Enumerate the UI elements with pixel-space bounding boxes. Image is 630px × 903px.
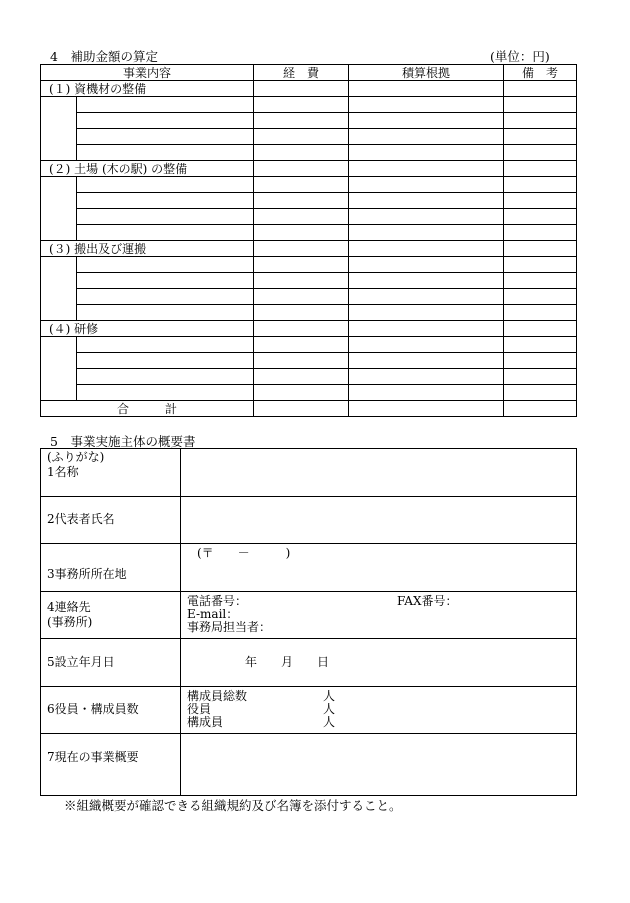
basis-cell[interactable] — [349, 337, 504, 353]
representative-field[interactable] — [181, 496, 577, 544]
expense-cell[interactable] — [254, 129, 349, 145]
basis-cell[interactable] — [349, 273, 504, 289]
members-field[interactable] — [181, 686, 577, 734]
table-row — [41, 337, 577, 353]
basis-cell[interactable] — [349, 321, 504, 337]
members-general-label: 構成員 — [187, 715, 224, 730]
section4-title: 4 補助金額の算定 — [50, 49, 158, 64]
total-remarks-cell[interactable] — [504, 401, 577, 417]
basis-cell[interactable] — [349, 305, 504, 321]
representative-label: 2代表者氏名 — [41, 496, 181, 544]
basis-cell[interactable] — [349, 225, 504, 241]
indent-cell — [41, 337, 77, 401]
header-expense: 経 費 — [254, 65, 349, 81]
remarks-cell[interactable] — [504, 81, 577, 97]
item-cell[interactable] — [77, 289, 254, 305]
row-established — [41, 639, 577, 687]
table-row — [41, 177, 577, 193]
table-row — [41, 145, 577, 161]
expense-cell[interactable] — [254, 225, 349, 241]
address-label: 3事務所所在地 — [41, 544, 181, 592]
remarks-cell[interactable] — [504, 337, 577, 353]
contact-sublabel: (事務所) — [47, 614, 93, 629]
item-cell[interactable] — [77, 97, 254, 113]
members-officer-label: 役員 — [187, 702, 212, 717]
row-representative — [41, 496, 577, 544]
basis-cell[interactable] — [349, 353, 504, 369]
business-label: 7現在の事業概要 — [41, 734, 181, 796]
expense-cell[interactable] — [254, 97, 349, 113]
contact-label: 4連絡先 — [47, 599, 91, 614]
furigana-label: (ふりがな) — [47, 450, 105, 464]
table-row — [41, 161, 577, 177]
table-row — [41, 81, 577, 97]
remarks-cell[interactable] — [504, 305, 577, 321]
expense-cell[interactable] — [254, 385, 349, 401]
remarks-cell[interactable] — [504, 113, 577, 129]
item-cell[interactable] — [77, 369, 254, 385]
remarks-cell[interactable] — [504, 225, 577, 241]
contact-field[interactable] — [181, 591, 577, 639]
remarks-cell[interactable] — [504, 241, 577, 257]
item-cell[interactable] — [77, 145, 254, 161]
basis-cell[interactable] — [349, 129, 504, 145]
total-basis-cell[interactable] — [349, 401, 504, 417]
table-row — [41, 353, 577, 369]
expense-cell[interactable] — [254, 273, 349, 289]
name-label-cell — [41, 449, 181, 497]
basis-cell[interactable] — [349, 241, 504, 257]
row-members — [41, 686, 577, 734]
expense-cell[interactable] — [254, 369, 349, 385]
item-cell[interactable] — [77, 209, 254, 225]
remarks-cell[interactable] — [504, 257, 577, 273]
row-address — [41, 544, 577, 592]
item-cell[interactable] — [77, 273, 254, 289]
item-cell[interactable] — [77, 129, 254, 145]
table-row — [41, 113, 577, 129]
members-total-line — [187, 690, 576, 703]
remarks-cell[interactable] — [504, 145, 577, 161]
name-field[interactable] — [181, 449, 577, 497]
basis-cell[interactable] — [349, 177, 504, 193]
expense-cell[interactable] — [254, 177, 349, 193]
expense-cell[interactable] — [254, 193, 349, 209]
address-field[interactable] — [181, 544, 577, 592]
fax-label: FAX番号： — [397, 594, 458, 609]
expense-cell[interactable] — [254, 145, 349, 161]
expense-cell[interactable] — [254, 113, 349, 129]
header-remarks: 備 考 — [504, 65, 577, 81]
basis-cell[interactable] — [349, 289, 504, 305]
expense-cell[interactable] — [254, 81, 349, 97]
members-officer-line — [187, 703, 576, 716]
remarks-cell[interactable] — [504, 177, 577, 193]
item-cell[interactable] — [77, 385, 254, 401]
expense-cell[interactable] — [254, 257, 349, 273]
members-officer-unit: 人 — [323, 702, 336, 717]
indent-cell — [41, 97, 77, 161]
phone-fax-line — [187, 595, 576, 608]
basis-cell[interactable] — [349, 385, 504, 401]
email-label: E-mail： — [187, 607, 239, 622]
members-label: 6役員・構成員数 — [41, 686, 181, 734]
remarks-cell[interactable] — [504, 209, 577, 225]
organization-overview-table — [40, 448, 577, 796]
expense-cell[interactable] — [254, 353, 349, 369]
table-row — [41, 129, 577, 145]
indent-cell — [41, 257, 77, 321]
basis-cell[interactable] — [349, 145, 504, 161]
basis-cell[interactable] — [349, 257, 504, 273]
expense-cell[interactable] — [254, 241, 349, 257]
expense-cell[interactable] — [254, 305, 349, 321]
table-row — [41, 225, 577, 241]
basis-cell[interactable] — [349, 97, 504, 113]
attachment-note: ※組織概要が確認できる組織規約及び名簿を添付すること。 — [64, 798, 402, 813]
item-cell[interactable] — [77, 113, 254, 129]
basis-cell[interactable] — [349, 369, 504, 385]
expense-cell[interactable] — [254, 289, 349, 305]
postal-code-line: (〒 － ) — [197, 546, 291, 560]
table-row — [41, 321, 577, 337]
remarks-cell[interactable] — [504, 289, 577, 305]
phone-label: 電話番号： — [187, 594, 248, 609]
staff-label: 事務局担当者： — [187, 620, 272, 635]
expense-cell[interactable] — [254, 321, 349, 337]
established-field[interactable] — [181, 639, 577, 687]
item-cell[interactable] — [77, 305, 254, 321]
remarks-cell[interactable] — [504, 369, 577, 385]
table-row — [41, 273, 577, 289]
remarks-cell[interactable] — [504, 97, 577, 113]
item-cell[interactable] — [77, 177, 254, 193]
unit-label: (単位：円) — [490, 49, 550, 64]
members-total-label: 構成員総数 — [187, 689, 248, 704]
established-value: 年 月 日 — [245, 654, 330, 669]
total-label: 合 計 — [41, 401, 254, 417]
remarks-cell[interactable] — [504, 193, 577, 209]
category-4-label: (４) 研修 — [41, 321, 254, 337]
table-row — [41, 289, 577, 305]
basis-cell[interactable] — [349, 161, 504, 177]
remarks-cell[interactable] — [504, 161, 577, 177]
item-cell[interactable] — [77, 353, 254, 369]
table-row — [41, 97, 577, 113]
expense-cell[interactable] — [254, 337, 349, 353]
category-1-label: (１) 資機材の整備 — [41, 81, 254, 97]
table-header-row — [41, 65, 577, 81]
table-row — [41, 209, 577, 225]
header-business-content: 事業内容 — [41, 65, 254, 81]
name-label: 1名称 — [47, 465, 79, 479]
row-contact — [41, 591, 577, 639]
total-expense-cell[interactable] — [254, 401, 349, 417]
category-2-label: (２) 土場 (木の駅) の整備 — [41, 161, 254, 177]
subsidy-calculation-table — [40, 64, 577, 417]
item-cell[interactable] — [77, 225, 254, 241]
basis-cell[interactable] — [349, 209, 504, 225]
established-label: 5設立年月日 — [41, 639, 181, 687]
row-business — [41, 734, 577, 796]
remarks-cell[interactable] — [504, 353, 577, 369]
table-row — [41, 241, 577, 257]
header-basis: 積算根拠 — [349, 65, 504, 81]
indent-cell — [41, 177, 77, 241]
table-row — [41, 369, 577, 385]
expense-cell[interactable] — [254, 161, 349, 177]
business-field[interactable] — [181, 734, 577, 796]
remarks-cell[interactable] — [504, 321, 577, 337]
table-row — [41, 305, 577, 321]
item-cell[interactable] — [77, 337, 254, 353]
item-cell[interactable] — [77, 193, 254, 209]
table-row — [41, 193, 577, 209]
item-cell[interactable] — [77, 257, 254, 273]
section5-title: 5 事業実施主体の概要書 — [50, 434, 196, 449]
table-row — [41, 385, 577, 401]
category-3-label: (３) 搬出及び運搬 — [41, 241, 254, 257]
basis-cell[interactable] — [349, 113, 504, 129]
members-total-unit: 人 — [323, 689, 336, 704]
members-general-line — [187, 716, 576, 729]
remarks-cell[interactable] — [504, 129, 577, 145]
expense-cell[interactable] — [254, 209, 349, 225]
remarks-cell[interactable] — [504, 273, 577, 289]
basis-cell[interactable] — [349, 193, 504, 209]
row-name — [41, 449, 577, 497]
table-row — [41, 257, 577, 273]
members-general-unit: 人 — [323, 715, 336, 730]
total-row — [41, 401, 577, 417]
remarks-cell[interactable] — [504, 385, 577, 401]
basis-cell[interactable] — [349, 81, 504, 97]
contact-label-cell — [41, 591, 181, 639]
